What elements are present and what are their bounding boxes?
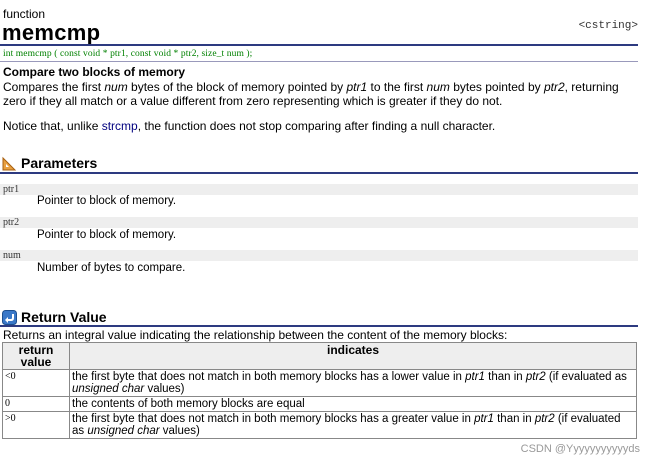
note-text: Notice that, unlike	[3, 119, 102, 133]
desc-text: , returning zero if they all match or a value different from zero representing which is greater if they do not.	[3, 80, 619, 108]
table-row	[3, 370, 637, 397]
prototype-bottom-rule	[0, 61, 638, 62]
cell-type: unsigned char	[72, 383, 145, 395]
desc-text: Compares the first	[3, 80, 105, 94]
param-bar	[0, 217, 638, 228]
return-value-cell: >0	[3, 412, 70, 439]
return-value-cell: <0	[3, 370, 70, 397]
param-desc: Pointer to block of memory.	[37, 195, 177, 207]
return-value-rule	[0, 325, 638, 327]
return-intro: Returns an integral value indicating the relationship between the content of the memory blocks:	[3, 328, 508, 342]
indicates-cell	[70, 370, 637, 397]
parameters-heading-text: Parameters	[21, 155, 98, 171]
return-value-cell: 0	[3, 397, 70, 412]
cell-text: the first byte that does not match in both memory blocks has a greater value in	[72, 413, 475, 425]
indicates-cell	[70, 412, 637, 439]
cell-text: values)	[159, 425, 200, 437]
function-summary: Compare two blocks of memory	[3, 65, 186, 79]
return-arrow-icon	[2, 310, 17, 325]
param-name: ptr2	[3, 217, 20, 228]
param-desc: Number of bytes to compare.	[37, 262, 186, 274]
cell-type: unsigned char	[87, 425, 160, 437]
table-row	[3, 412, 637, 439]
parameters-rule	[0, 172, 638, 174]
note-text: , the function does not stop comparing after finding a null character.	[137, 119, 496, 133]
cell-text: than in	[484, 371, 526, 383]
param-bar	[0, 184, 638, 195]
cell-param: ptr2	[525, 371, 546, 383]
return-value-table	[2, 342, 637, 439]
strcmp-link[interactable]: strcmp	[101, 119, 138, 133]
page-kind: function	[3, 7, 46, 21]
return-value-heading-text: Return Value	[21, 309, 107, 325]
cell-text: than in	[493, 413, 535, 425]
desc-text: bytes pointed by	[449, 80, 544, 94]
desc-param: ptr2	[543, 80, 565, 94]
page-title: memcmp	[2, 20, 101, 45]
desc-param: ptr1	[346, 80, 368, 94]
param-desc: Pointer to block of memory.	[37, 229, 177, 241]
header-tag: <cstring>	[578, 20, 638, 32]
desc-param: num	[426, 80, 450, 94]
function-prototype: int memcmp ( const void * ptr1, const void * ptr2, size_t num );	[3, 49, 253, 59]
ruler-triangle-icon	[2, 156, 17, 171]
table-header-row	[3, 343, 637, 370]
return-value-heading	[2, 309, 107, 325]
cell-text: (if evaluated as	[545, 371, 627, 383]
param-name: ptr1	[3, 184, 20, 195]
col-header-indicates: indicates	[70, 343, 637, 370]
cell-param: ptr1	[465, 371, 485, 383]
col-header-return-value: return value	[3, 343, 70, 370]
cell-text: (if evaluated as	[72, 413, 621, 437]
watermark: CSDN @Yyyyyyyyyyyds	[520, 443, 640, 455]
cell-text: the first byte that does not match in both memory blocks has a lower value in	[72, 371, 466, 383]
cell-param: ptr1	[474, 413, 494, 425]
cell-param: ptr2	[534, 413, 555, 425]
prototype-top-rule	[0, 44, 638, 46]
parameters-heading	[2, 155, 97, 171]
cell-text: values)	[144, 383, 185, 395]
note-paragraph	[3, 119, 635, 133]
desc-text: bytes of the block of memory pointed by	[127, 80, 347, 94]
indicates-cell: the contents of both memory blocks are equal	[70, 397, 637, 412]
description-paragraph	[3, 81, 635, 108]
desc-param: num	[104, 80, 128, 94]
desc-text: to the first	[367, 80, 427, 94]
param-bar	[0, 250, 638, 261]
table-row	[3, 397, 637, 412]
param-name: num	[3, 250, 21, 261]
